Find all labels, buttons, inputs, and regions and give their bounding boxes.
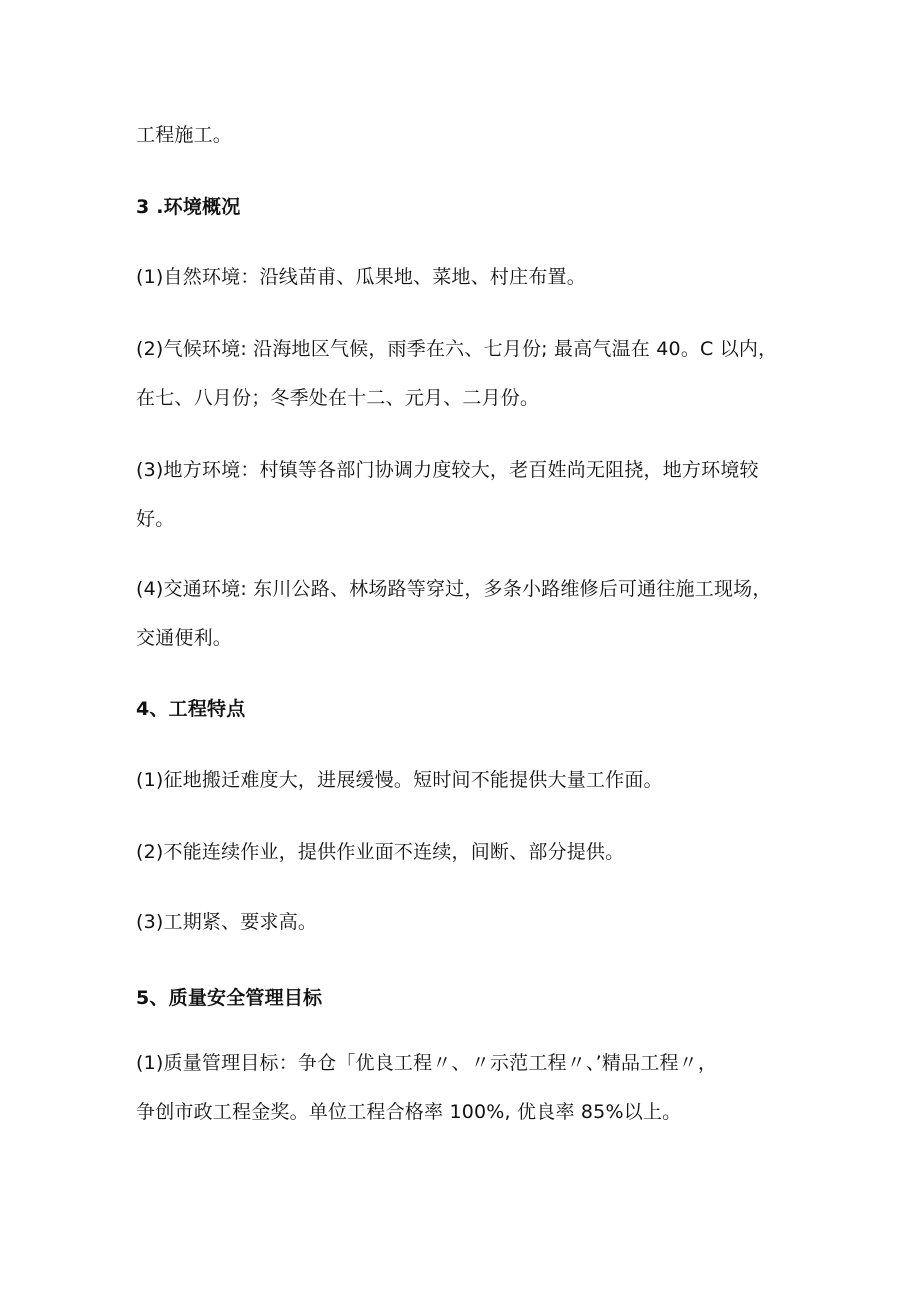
paragraph-line: 交通便利。: [136, 627, 233, 649]
paragraph-line: (3)工期紧、要求高。: [136, 911, 318, 933]
paragraph-line: 在七、八月份；冬季处在十二、元月、二月份。: [136, 387, 540, 409]
paragraph-line: (2)不能连续作业，提供作业面不连续，间断、部分提供。: [136, 841, 625, 863]
paragraph-line: (1)自然环境：沿线苗甫、瓜果地、菜地、村庄布置。: [136, 266, 586, 288]
paragraph-line: (4)交通环境: 东川公路、林场路等穿过，多条小路维修后可通往施工现场，: [136, 578, 772, 600]
paragraph-line: 争创市政工程金奖。单位工程合格率 100%, 优良率 85%以上。: [136, 1101, 682, 1123]
section-heading: 3 .环境概况: [136, 196, 241, 218]
paragraph-line: (1)质量管理目标：争仓「优良工程〃、〃示范工程〃、’精品工程〃，: [136, 1052, 718, 1074]
section-heading: 5、质量安全管理目标: [136, 987, 323, 1009]
paragraph-line: 工程施工。: [136, 124, 233, 146]
section-heading: 4、工程特点: [136, 698, 246, 720]
paragraph-line: (1)征地搬迁难度大，进展缓慢。短时间不能提供大量工作面。: [136, 769, 663, 791]
paragraph-line: (2)气候环境: 沿海地区气候，雨季在六、七月份; 最高气温在 40。C 以内，: [136, 338, 778, 360]
paragraph-line: (3)地方环境：村镇等各部门协调力度较大，老百姓尚无阻挠，地方环境较: [136, 459, 759, 481]
paragraph-line: 好。: [136, 508, 175, 530]
